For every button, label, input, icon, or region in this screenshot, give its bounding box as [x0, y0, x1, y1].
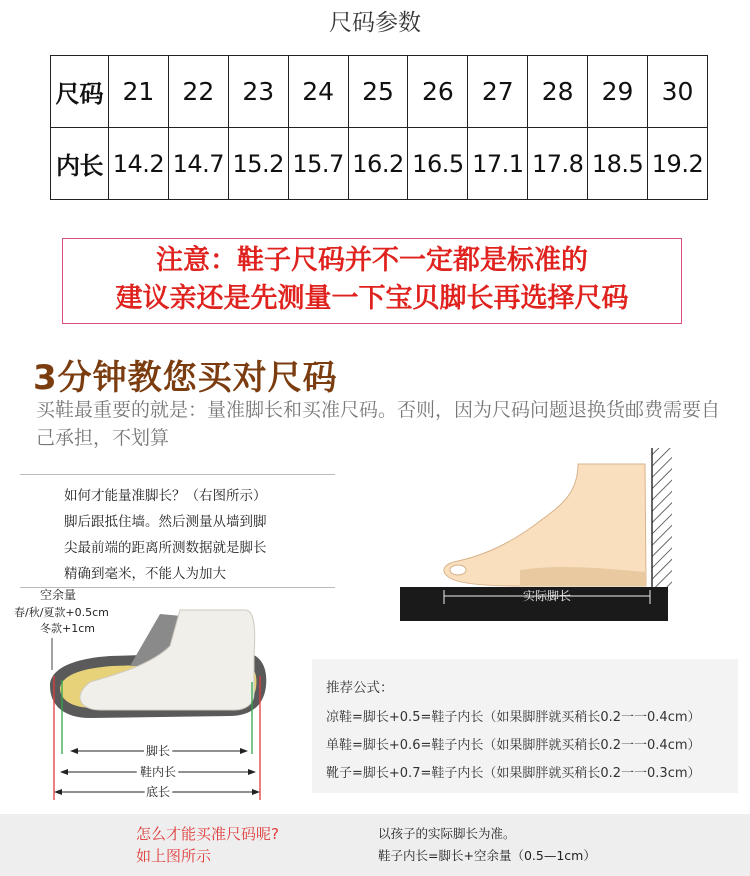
size-table	[50, 55, 708, 200]
rule-line-2: 鞋子内长=脚长+空余量（0.5—1cm）	[378, 848, 596, 863]
length-cell: 16.2	[348, 128, 408, 200]
page-title: 尺码参数	[329, 10, 421, 36]
notice-box	[62, 238, 682, 324]
toe-nail	[450, 565, 466, 575]
size-row	[51, 56, 708, 128]
shoe-size-diagram	[10, 586, 290, 808]
foot-measure-diagram	[400, 446, 675, 624]
formula-title: 推荐公式：	[326, 680, 394, 696]
arrow-head	[70, 748, 78, 754]
arrow-head	[248, 769, 256, 775]
size-cell: 24	[288, 56, 348, 128]
size-cell: 22	[168, 56, 228, 128]
size-cell: 25	[348, 56, 408, 128]
length-row-label: 内长	[51, 128, 109, 200]
question-text: 怎么才能买准尺码呢?	[136, 825, 279, 843]
size-cell: 28	[528, 56, 588, 128]
howto-line: 如何才能量准脚长？（右图所示）	[64, 488, 267, 504]
length-cell: 17.8	[528, 128, 588, 200]
size-row-label: 尺码	[51, 56, 109, 128]
bottom-question	[136, 823, 279, 867]
size-cell: 30	[648, 56, 708, 128]
formula-sandal: 凉鞋=脚长+0.5=鞋子内长（如果脚胖就买稍长0.2一一0.4cm）	[326, 710, 701, 725]
length-row	[51, 128, 708, 200]
howto-line: 精确到毫米，不能人为加大	[64, 566, 226, 582]
bottom-band	[0, 814, 750, 876]
answer-text: 如上图所示	[136, 847, 212, 865]
section-description: 买鞋最重要的就是：量准脚长和买准尺码。否则，因为尺码问题退换货邮费需要自己承担，不划算	[36, 399, 721, 449]
space-label: 空余量	[40, 588, 77, 602]
size-cell: 23	[228, 56, 288, 128]
notice-line-1: 注意：鞋子尺码并不一定都是标准的	[156, 245, 588, 276]
arrow-head	[60, 769, 68, 775]
size-cell: 26	[408, 56, 468, 128]
length-cell: 19.2	[648, 128, 708, 200]
howto-line: 尖最前端的距离所测数据就是脚长	[64, 540, 267, 556]
arrow-head	[54, 789, 62, 795]
length-cell: 14.2	[109, 128, 169, 200]
winter-label: 冬款+1cm	[40, 622, 95, 635]
length-cell: 17.1	[468, 128, 528, 200]
arrow-head	[252, 789, 260, 795]
section-title: 3分钟教您买对尺码	[33, 358, 338, 398]
wall-hatch	[652, 448, 672, 588]
size-cell: 21	[109, 56, 169, 128]
size-cell: 29	[588, 56, 648, 128]
measure-label: 实际脚长	[522, 589, 572, 603]
length-cell: 16.5	[408, 128, 468, 200]
spring-label: 春/秋/夏款+0.5cm	[14, 606, 109, 619]
howto-line: 脚后跟抵住墙。然后测量从墙到脚	[64, 514, 267, 530]
length-cell: 14.7	[168, 128, 228, 200]
foot-length-label: 脚长	[145, 744, 171, 758]
size-cell: 27	[468, 56, 528, 128]
arrow-head	[240, 748, 248, 754]
sole-length-label: 底长	[145, 785, 171, 799]
length-cell: 15.2	[228, 128, 288, 200]
howto-text	[64, 483, 309, 587]
inner-length-label: 鞋内长	[139, 765, 177, 779]
formula-boot: 靴子=脚长+0.7=鞋子内长（如果脚胖就买稍长0.2一一0.3cm）	[326, 766, 701, 781]
rule-line-1: 以孩子的实际脚长为准。	[378, 826, 516, 841]
bottom-rules	[378, 823, 596, 867]
formula-single-shoe: 单鞋=脚长+0.6=鞋子内长（如果脚胖就买稍长0.2一一0.4cm）	[326, 738, 701, 753]
length-cell: 15.7	[288, 128, 348, 200]
length-cell: 18.5	[588, 128, 648, 200]
notice-line-2: 建议亲还是先测量一下宝贝脚长再选择尺码	[115, 283, 629, 314]
